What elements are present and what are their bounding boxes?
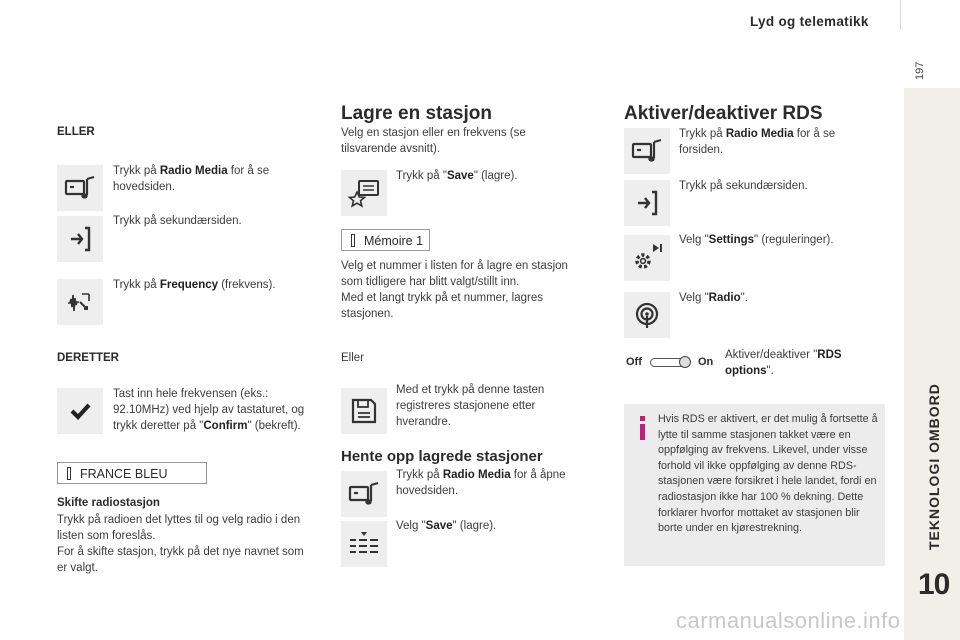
save-all-button[interactable]: [341, 388, 387, 434]
deretter-label: DERETTER: [57, 352, 119, 364]
toggle-on-label: On: [698, 356, 714, 368]
toggle-off-label: Off: [626, 356, 642, 368]
col2-text1: Velg et nummer i listen for å lagre en stasjon som tidligere har blitt valgt/stillt inn.: [341, 260, 568, 288]
save-list-icon: [347, 527, 381, 561]
col2-step2-text: Med et trykk på denne tasten registreres stasjonene etter hverandre.: [396, 384, 545, 428]
chip-bar-icon: [351, 234, 355, 247]
radio-media-button-3[interactable]: [624, 128, 670, 174]
radio-media-button-2[interactable]: [341, 471, 387, 517]
col2-eller: Eller: [341, 352, 365, 364]
chapter-number: 10: [918, 568, 950, 601]
frequency-icon: [63, 285, 97, 319]
col3-step3-text: Velg "Settings" (reguleringer).: [679, 234, 834, 246]
change-station-text1: Trykk på radioen det lyttes til og velg radio i den listen som foreslås.: [57, 514, 301, 542]
radio-button[interactable]: [624, 292, 670, 338]
change-station-title: Skifte radiostasjon: [57, 497, 160, 509]
col3-step4-text: Velg "Radio".: [679, 292, 748, 304]
toggle-knob: [679, 356, 691, 368]
header-divider: [900, 0, 901, 30]
rds-toggle[interactable]: [626, 355, 718, 371]
radio-media-icon: [63, 171, 97, 205]
secondary-page-icon: [63, 222, 97, 256]
station-chip-france-bleu[interactable]: FRANCE BLEU: [57, 462, 207, 484]
col1-step4-text: Tast inn hele frekvensen (eks.: 92.10MHz) ved hjelp av tastaturet, og trykk deretter på "Confirm" (bekreft).: [113, 388, 305, 432]
radio-media-button[interactable]: [57, 165, 103, 211]
col2-step4-text: Velg "Save" (lagre).: [396, 520, 497, 532]
page-number: 197: [914, 61, 926, 80]
confirm-button[interactable]: [57, 388, 103, 434]
col2-step1-text: Trykk på "Save" (lagre).: [396, 170, 518, 182]
settings-button[interactable]: [624, 235, 670, 281]
secondary-page-icon: [630, 186, 664, 220]
eller-label: ELLER: [57, 126, 95, 138]
col3-step2-text: Trykk på sekundærsiden.: [679, 180, 808, 192]
rds-title: Aktiver/deaktiver RDS: [624, 103, 823, 124]
footer-watermark: carmanualsonline.info: [676, 608, 901, 633]
header-title: Lyd og telematikk: [750, 14, 869, 29]
col1-step2-text: Trykk på sekundærsiden.: [113, 215, 242, 227]
chapter-title: TEKNOLOGI OMBORD: [926, 383, 942, 550]
radio-media-icon: [630, 134, 664, 168]
save-station-title: Lagre en stasjon: [341, 103, 492, 124]
chip-bar-icon: [67, 467, 71, 480]
save-station-intro: Velg en stasjon eller en frekvens (se tilsvarende avsnitt).: [341, 127, 526, 155]
col3-step5-text: Aktiver/deaktiver "RDS options".: [725, 349, 842, 377]
save-disk-icon: [347, 394, 381, 428]
col1-step1-text: Trykk på Radio Media for å se hovedsiden.: [113, 165, 270, 193]
memory-chip[interactable]: Mémoire 1: [341, 229, 430, 251]
secondary-page-button-2[interactable]: [624, 180, 670, 226]
change-station-text2: For å skifte stasjon, trykk på det nye navnet som er valgt.: [57, 546, 304, 574]
frequency-button[interactable]: [57, 279, 103, 325]
col2-step3-text: Trykk på Radio Media for å åpne hovedsiden.: [396, 469, 566, 497]
radio-icon: [630, 298, 664, 332]
col3-step1-text: Trykk på Radio Media for å se forsiden.: [679, 128, 836, 156]
col2-text2: Med et langt trykk på et nummer, lagres stasjonen.: [341, 292, 543, 320]
rds-info-box: [624, 404, 885, 566]
radio-media-icon: [347, 477, 381, 511]
settings-icon: [630, 241, 664, 275]
secondary-page-button[interactable]: [57, 216, 103, 262]
info-icon: [636, 416, 650, 440]
save-button[interactable]: [341, 170, 387, 216]
recall-stations-title: Hente opp lagrede stasjoner: [341, 448, 543, 465]
confirm-check-icon: [63, 394, 97, 428]
rds-info-text: Hvis RDS er aktivert, er det mulig å fortsette å lytte til samme stasjonen takket være en oppfølging av frekvens. Likevel, under visse forhold vil ikke oppfølging av denne RDS-stasjonen være forsikret i hele landet, fordi en radiostasjon ikke har 100 % dekning. Dette forklarer hvorfor mottaket av stasjonen blir borte under en kjørestrekning.: [658, 413, 878, 535]
col1-step3-text: Trykk på Frequency (frekvens).: [113, 279, 276, 291]
save-list-button[interactable]: [341, 521, 387, 567]
save-star-icon: [347, 176, 381, 210]
